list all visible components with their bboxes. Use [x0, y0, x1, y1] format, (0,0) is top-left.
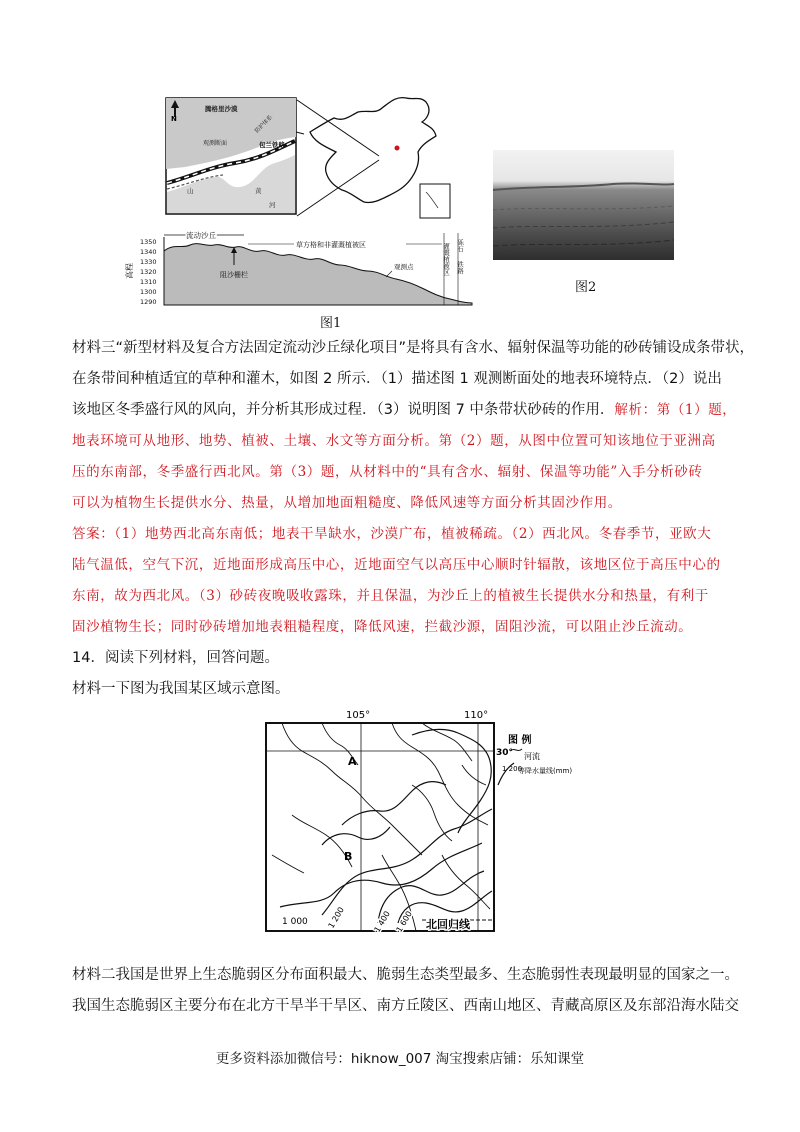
figure1-inset-map — [165, 97, 297, 215]
material2-line: 我国生态脆弱区主要分布在北方干旱半干旱区、南方丘陵区、西南山地区、青藏高原区及东部沿海水陆交 — [72, 998, 739, 1014]
point-a-label: A — [348, 755, 357, 768]
answer-line: 固沙植物生长；同时砂砖增加地表粗糙程度，降低风速，拦截沙源，固阻沙流，可以阻止沙丘流动。 — [72, 619, 693, 635]
isohyet-1600-label: 1 600 — [394, 909, 414, 934]
figure2-photo — [493, 150, 674, 260]
zone-dune-label: 流动沙丘 — [186, 231, 216, 240]
slope-label: 观测断面 — [203, 140, 228, 147]
material2-line: 材料二我国是世界上生态脆弱区分布面积最大、脆弱生态类型最多、生态脆弱性表现最明显的国家之一。 — [72, 967, 739, 983]
desert-label: 腾格里沙漠 — [205, 105, 238, 113]
figure1-caption: 图1 — [320, 316, 342, 331]
mountain-label: 山 — [187, 187, 194, 195]
ytick-1340: 1340 — [140, 248, 157, 256]
lat-30-label: 30° — [496, 748, 514, 758]
ytick-1290: 1290 — [140, 298, 157, 306]
legend-river-label: 河流 — [524, 752, 540, 761]
zone-grass-label: 草方格和非灌溉植被区 — [296, 241, 366, 249]
legend-title: 图 例 — [508, 735, 532, 746]
zone-gravel-label: 砾石 — [456, 239, 464, 252]
river-label-2: 河 — [269, 201, 276, 209]
question-14: 14．阅读下列材料，回答问题。 — [72, 650, 279, 666]
answer-line: 东南，故为西北风。（3）砂砖夜晚吸收露珠，并且保温，为沙丘上的植被生长提供水分和热量，有利于 — [72, 588, 709, 604]
figure1-elevation-profile — [124, 225, 476, 310]
material3-block — [72, 333, 755, 705]
analysis-line: 压的东南部，冬季盛行西北风。第（3）题，从材料中的“具有含水、辐射、保温等功能”入手分析砂砖 — [72, 464, 703, 480]
north-label: N — [171, 115, 177, 123]
lon-105-label: 105° — [346, 710, 371, 721]
legend-isohyet-label: 等降水量线(mm) — [518, 767, 573, 775]
ytick-1330: 1330 — [140, 258, 157, 266]
answer-line: 答案：（1）地势西北高东南低；地表干旱缺水，沙漠广布，植被稀疏。（2）西北风。冬春季节，亚欧大 — [72, 526, 712, 542]
isohyet-1400-label: 1 400 — [372, 909, 392, 934]
protection-label: 防护体系 — [254, 114, 274, 135]
tropic-label: 北回归线 — [426, 918, 470, 931]
sand-fence-label: 阻沙栅栏 — [220, 271, 248, 279]
zone-irrigated-label: 灌溉植被区 — [442, 243, 450, 276]
zone-rail-label: 铁路 — [456, 261, 464, 274]
lon-110-label: 110° — [464, 710, 489, 721]
analysis-line: 可以为植物生长提供水分、热量，从增加地面粗糙度、降低风速等方面分析其固沙作用。 — [72, 495, 622, 511]
material3-line: 在条带间种植适宜的草种和灌木，如图 2 所示．（1）描述图 1 观测断面处的地表环境特点．（2）说出 — [72, 371, 722, 387]
material3-line-with-analysis: 该地区冬季盛行风的风向，并分析其形成过程．（3）说明图 7 中条带状砂砖的作用．解析：第（1）题， — [72, 402, 737, 418]
obs-point-label: 观测点 — [394, 263, 414, 271]
ytick-1310: 1310 — [140, 278, 157, 286]
ytick-1350: 1350 — [140, 238, 157, 246]
region-map — [262, 705, 573, 935]
isohyet-1000-label: 1 000 — [282, 917, 308, 927]
analysis-label: 解析：第（1）题， — [614, 402, 737, 418]
ytick-1300: 1300 — [140, 288, 157, 296]
footer-text: 更多资料添加微信号：hiknow_007 淘宝搜索店铺：乐知课堂 — [215, 1051, 585, 1067]
material1-text: 材料一下图为我国某区域示意图。 — [72, 681, 290, 697]
ytick-1320: 1320 — [140, 268, 157, 276]
isohyet-1200-label: 1 200 — [326, 905, 346, 930]
material2-block — [72, 960, 739, 1022]
material3-line: 材料三“新型材料及复合方法固定流动沙丘绿化项目”是将具有含水、辐射保温等功能的砂砖铺设成条带状， — [72, 340, 755, 356]
point-b-label: B — [344, 850, 353, 863]
answer-line: 陆气温低，空气下沉，近地面形成高压中心，近地面空气以高压中心顺时针辐散，该地区位于高压中心的 — [72, 557, 721, 573]
figure2-caption: 图2 — [575, 280, 597, 295]
railway-label: 包兰铁路 — [259, 141, 285, 149]
analysis-line: 地表环境可从地形、地势、植被、土壤、水文等方面分析。第（2）题，从图中位置可知该地位于亚洲高 — [72, 433, 716, 449]
legend-isohyet-value: 1 200 — [502, 765, 523, 773]
river-label-1: 黄 — [255, 187, 262, 195]
figure1-leader-lines — [295, 98, 385, 218]
profile-ylabel: 高程 — [125, 263, 134, 279]
